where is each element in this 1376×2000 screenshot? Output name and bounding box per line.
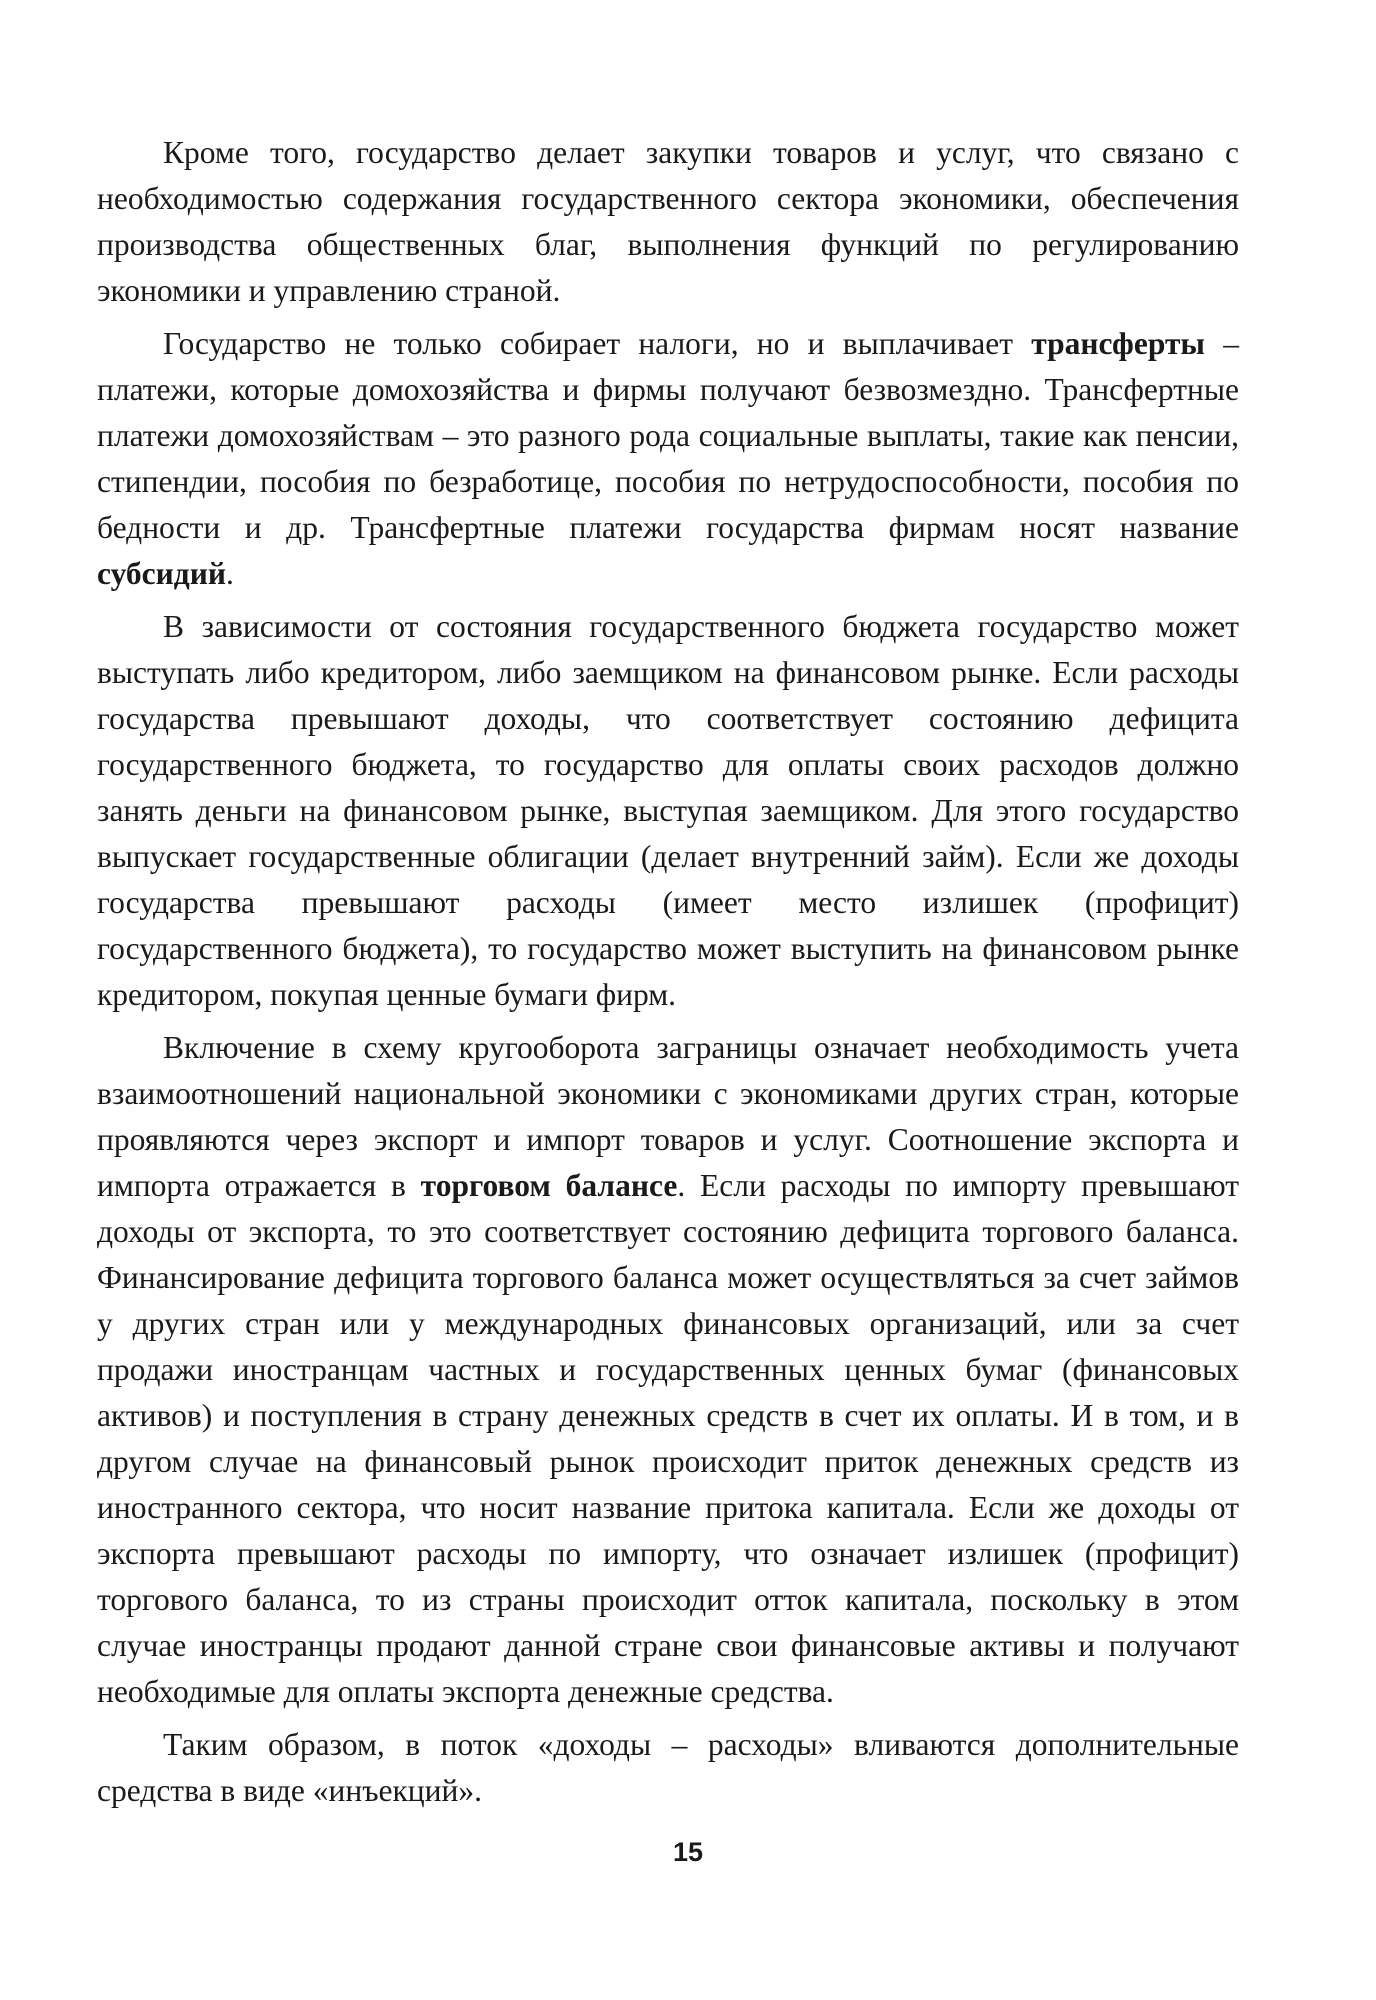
paragraph-transfers	[97, 321, 1239, 597]
body-text	[97, 130, 1239, 1814]
paragraph-foreign-sector	[97, 1025, 1239, 1715]
text-run: . Если расходы по импорту превышают доходы от экспорта, то это соответствует состоянию дефицита торгового баланса. Финансирование дефицита торгового баланса может осуществляться за счет займов у других стран или у международных финансовых организаций, или за счет продажи иностранцам частных и государственных ценных бумаг (финансовых активов) и поступления в страну денежных средств в счет их оплаты. И в том, и в другом случае на финансовый рынок происходит приток денежных средств из иностранного сектора, что носит название притока капитала. Если же доходы от экспорта превышают расходы по импорту, что означает излишек (профицит) торгового баланса, то из страны происходит отток капитала, поскольку в этом случае иностранцы продают данной стране свои финансовые активы и получают необходимые для оплаты экспорта денежные средства.	[97, 1168, 1239, 1709]
text-run: Таким образом, в поток «доходы – расходы» вливаются дополнительные средства в виде «инъекций».	[97, 1727, 1239, 1808]
text-run: Государство не только собирает налоги, но и выплачивает	[163, 326, 1032, 361]
text-run: .	[226, 556, 234, 591]
text-run: В зависимости от состояния государственного бюджета государство может выступать либо кредитором, либо заемщиком на финансовом рынке. Если расходы государства превышают доходы, что соответствует состоянию дефицита государственного бюджета, то государство для оплаты своих расходов должно занять деньги на финансовом рынке, выступая заемщиком. Для этого государство выпускает государственные облигации (делает внутренний займ). Если же доходы государства превышают расходы (имеет место излишек (профицит) государственного бюджета), то государство может выступить на финансовом рынке кредитором, покупая ценные бумаги фирм.	[97, 609, 1239, 1012]
page-number: 15	[672, 1837, 704, 1867]
term-trade-balance: торговом балансе	[420, 1168, 678, 1203]
paragraph-injections	[97, 1722, 1239, 1814]
paragraph-state-budget	[97, 604, 1239, 1018]
text-run: Кроме того, государство делает закупки товаров и услуг, что связано с необходимостью содержания государственного сектора экономики, обеспечения производства общественных благ, выполнения функций по регулированию экономики и управлению страной.	[97, 135, 1239, 308]
term-transfers: трансферты	[1031, 326, 1206, 361]
paragraph-government-purchases	[97, 130, 1239, 314]
text-run: Включение в схему кругооборота заграницы означает необходимость учета взаимоотношений национальной экономики с экономиками других стран, которые проявляются через экспорт и импорт товаров и услуг. Соотношение экспорта и импорта отражается в	[97, 1030, 1239, 1203]
term-subsidies: субсидий	[97, 556, 227, 591]
text-run: – платежи, которые домохозяйства и фирмы получают безвозмездно. Трансфертные платежи домохозяйствам – это разного рода социальные выплаты, такие как пенсии, стипендии, пособия по безработице, пособия по нетрудоспособности, пособия по бедности и др. Трансфертные платежи государства фирмам носят название	[97, 326, 1240, 545]
